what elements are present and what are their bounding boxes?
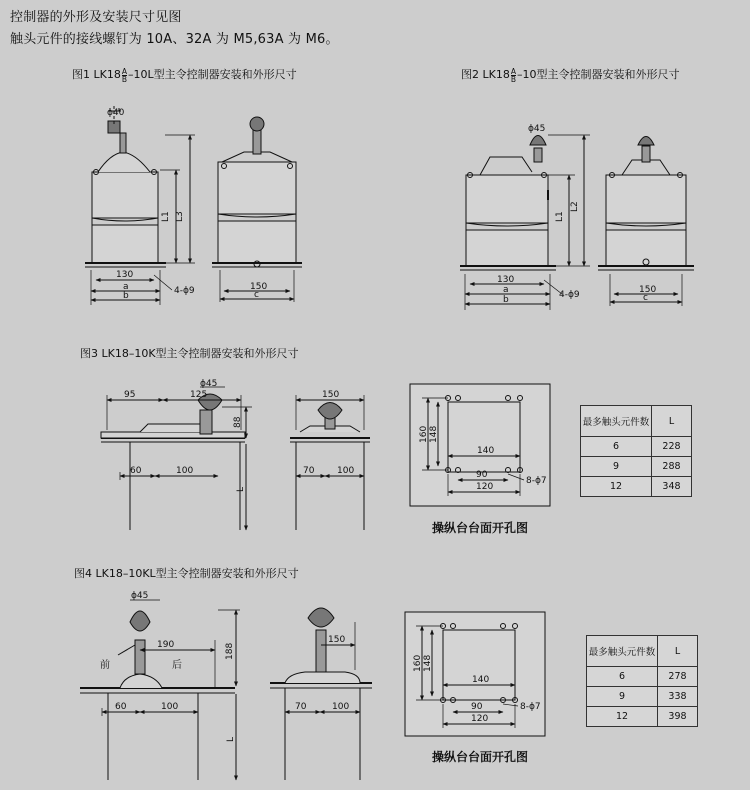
- dim-190: 190: [157, 640, 175, 650]
- fig2-side-view: [598, 137, 694, 307]
- dim-148-fig4: 148: [423, 654, 433, 672]
- dim-90-fig4: 90: [471, 702, 483, 712]
- fig4-front-view: [80, 600, 240, 780]
- table-cell: 398: [658, 707, 698, 727]
- table-cell: 228: [652, 437, 692, 457]
- dim-140-fig3: 140: [477, 446, 495, 456]
- hole-caption-kl: 操纵台台面开孔图: [432, 750, 529, 764]
- dim-150-fig1: 150: [250, 282, 268, 292]
- dim-a-fig1: a: [123, 282, 129, 292]
- intro-line-2: 触头元件的接线螺钉为 10A、32A 为 M5,63A 为 M6。: [10, 32, 339, 47]
- dim-150-fig3: 150: [322, 390, 340, 400]
- dim-60-fig4: 60: [115, 702, 127, 712]
- fig1-caption: 图1 LK18 $\frac{A}{B}$ –10L型主令控制器安装和外形尺寸: [72, 66, 297, 84]
- label-front: 前: [100, 660, 110, 671]
- dim-130-fig1: 130: [116, 270, 134, 280]
- fig2-front-view: [460, 135, 694, 310]
- dim-holes-fig2: 4-ϕ9: [559, 290, 580, 300]
- table-k-header-L: L: [652, 406, 692, 437]
- dim-150-fig4: 150: [328, 635, 346, 645]
- dim-88: 88: [233, 416, 243, 428]
- dim-L3: L3: [175, 211, 185, 222]
- table-cell: 9: [581, 457, 652, 477]
- table-cell: 9: [587, 687, 658, 707]
- table-cell: 6: [587, 667, 658, 687]
- dim-160-fig4: 160: [413, 654, 423, 672]
- fig3-caption: 图3 LK18–10K型主令控制器安装和外形尺寸: [80, 347, 299, 360]
- dim-140-fig4: 140: [472, 675, 490, 685]
- dim-b-fig1: b: [123, 291, 129, 301]
- dim-phi45-fig2: ϕ45: [528, 124, 546, 134]
- fig3-side-view: [290, 395, 370, 530]
- dim-a-fig2: a: [503, 285, 509, 295]
- table-cell: 338: [658, 687, 698, 707]
- table-cell: 6: [581, 437, 652, 457]
- dim-phi45-fig4: ϕ45: [131, 591, 149, 601]
- dim-90-fig3: 90: [476, 470, 488, 480]
- table-cell: 278: [658, 667, 698, 687]
- dim-phi45-fig3: ϕ45: [200, 379, 218, 389]
- table-cell: 348: [652, 477, 692, 497]
- dim-100-fig3: 100: [176, 466, 194, 476]
- dim-c-fig1: c: [254, 290, 259, 300]
- dim-70-fig3: 70: [303, 466, 315, 476]
- fig4-caption: 图4 LK18–10KL型主令控制器安装和外形尺寸: [74, 567, 299, 580]
- table-kl: [586, 635, 698, 727]
- hole-caption-k: 操纵台台面开孔图: [432, 521, 529, 535]
- dim-L-fig4: L: [226, 736, 236, 742]
- table-cell: 288: [652, 457, 692, 477]
- fig3-front-view: [101, 387, 252, 530]
- dim-8holes-fig4: 8-ϕ7: [520, 702, 541, 712]
- table-row: [581, 457, 692, 477]
- dim-phi40-fig1: ϕ40: [107, 108, 125, 118]
- dim-100-fig4-side: 100: [332, 702, 350, 712]
- dim-60-fig3: 60: [130, 466, 142, 476]
- table-row: [587, 667, 698, 687]
- dim-120-fig3: 120: [476, 482, 494, 492]
- intro-line-1: 控制器的外形及安装尺寸见图: [10, 10, 182, 25]
- dim-L2: L2: [570, 201, 580, 212]
- table-row: [581, 477, 692, 497]
- table-kl-header-L: L: [658, 636, 698, 667]
- dim-holes-fig1: 4-ϕ9: [174, 286, 195, 296]
- dim-c-fig2: c: [643, 293, 648, 303]
- table-row: [587, 707, 698, 727]
- table-row: [587, 687, 698, 707]
- dim-95: 95: [124, 390, 136, 400]
- dim-148-fig3: 148: [429, 425, 439, 443]
- fig1-side-view: [212, 117, 302, 302]
- dim-160-fig3: 160: [419, 425, 429, 443]
- dim-130-fig2: 130: [497, 275, 515, 285]
- dim-100-fig3-side: 100: [337, 466, 355, 476]
- dim-L1-fig2: L1: [555, 211, 565, 222]
- dim-L-fig3: L: [236, 486, 246, 492]
- dim-125: 125: [190, 390, 208, 400]
- dim-188: 188: [225, 642, 235, 660]
- table-k: [580, 405, 692, 497]
- table-cell: 12: [587, 707, 658, 727]
- dim-150-fig2: 150: [639, 285, 657, 295]
- dim-100-fig4: 100: [161, 702, 179, 712]
- label-back: 后: [172, 660, 182, 671]
- dim-b-fig2: b: [503, 295, 509, 305]
- table-k-header-count: 最多触头元件数: [581, 406, 652, 437]
- fig2-caption: 图2 LK18 $\frac{A}{B}$ –10型主令控制器安装和外形尺寸: [461, 66, 680, 84]
- table-kl-header-count: 最多触头元件数: [587, 636, 658, 667]
- fig4-side-view: [270, 608, 372, 780]
- dim-L1-fig1: L1: [161, 211, 171, 222]
- dim-8holes-fig3: 8-ϕ7: [526, 476, 547, 486]
- table-cell: 12: [581, 477, 652, 497]
- table-row: [581, 437, 692, 457]
- dim-70-fig4: 70: [295, 702, 307, 712]
- dim-120-fig4: 120: [471, 714, 489, 724]
